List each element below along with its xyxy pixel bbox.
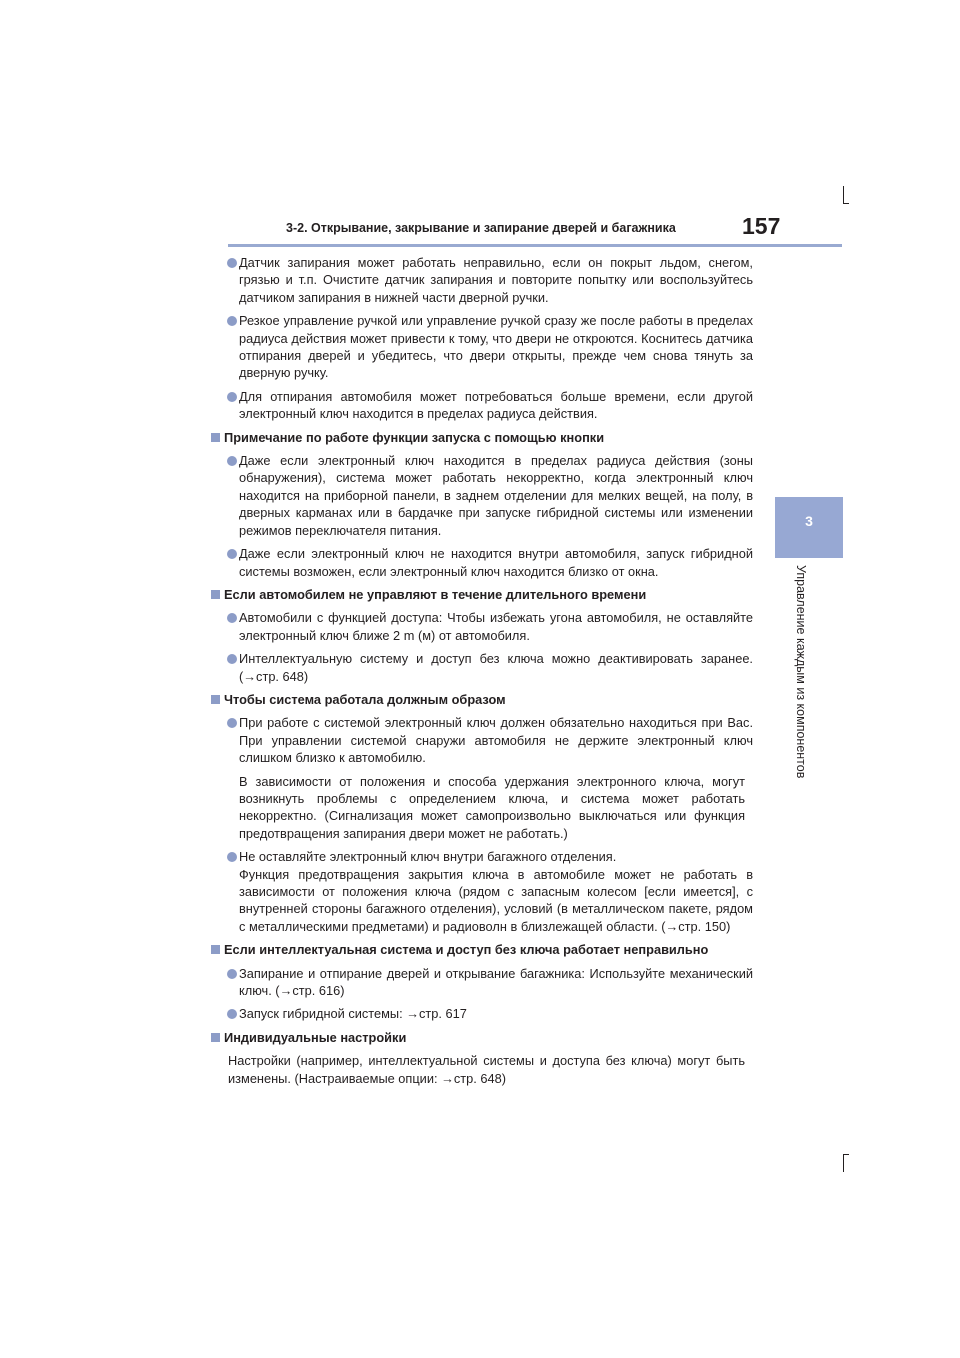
list-item-text: Даже если электронный ключ находится в пределах радиуса действия (зоны обнаружения), система может работать некорректно, когда электронный ключ находится на приборной панели, в заднем отделении для мелких вещей, на полу, в дверных карманах или в бардачке при запуске гибридной системы или изменении режимов переключателя питания. — [239, 453, 753, 538]
list-item — [210, 609, 753, 644]
list-item — [210, 848, 753, 935]
page-number: 157 — [742, 213, 781, 239]
crop-mark-top — [843, 186, 844, 204]
bullet-icon — [227, 392, 237, 402]
list-item — [210, 650, 753, 685]
list-item-text-continued: Функция предотвращения закрытия ключа в автомобиле может не работать в зависимости от положения ключа (рядом с запасным колесом [если имеется], с внутренней стороны багажного отделения), условий (в металлическом пакете, рядом с металлическими предметами) и радиоволн в близлежащей области. (→стр. 150) — [239, 866, 753, 934]
chapter-number: 3 — [805, 513, 813, 529]
crop-mark-bottom — [843, 1154, 844, 1172]
list-item — [210, 312, 753, 382]
list-item — [210, 452, 753, 539]
list-item — [210, 254, 753, 306]
list-item — [210, 388, 753, 423]
square-bullet-icon — [211, 695, 220, 704]
list-item-text: Даже если электронный ключ не находится внутри автомобиля, запуск гибридной системы возможен, если электронный ключ находится близко от окна. — [239, 546, 753, 579]
section-heading-text: Если автомобилем не управляют в течение длительного времени — [224, 586, 647, 602]
list-item-text: Резкое управление ручкой или управление ручкой сразу же после работы в пределах радиуса действия может привести к тому, что двери не откроются. Коснитесь датчика отпирания дверей и убедитесь, что двери открыты, прежде чем снова тянуть за дверную ручку. — [239, 313, 753, 381]
section-heading — [210, 429, 753, 446]
bullet-icon — [227, 1009, 237, 1019]
bullet-icon — [227, 613, 237, 623]
section-heading — [210, 586, 753, 603]
section-heading-text: Индивидуальные настройки — [224, 1029, 407, 1045]
main-content — [210, 254, 753, 1093]
list-item-text: Запирание и отпирание дверей и открывание багажника: Используйте механический ключ. (→стр. 616) — [239, 965, 753, 999]
header-rule — [228, 244, 842, 247]
bullet-icon — [227, 258, 237, 268]
crop-mark-bottom-tick — [843, 1154, 849, 1155]
list-item-note: В зависимости от положения и способа удержания электронного ключа, могут возникнуть проблемы с определением ключа, и система может работать некорректно. (Сигнализация может самопроизвольно выключаться или функция предотвращения запирания двери может не работать.) — [239, 773, 745, 841]
list-item — [210, 1005, 753, 1022]
chapter-label: Управление каждым из компонентов — [794, 565, 808, 779]
list-item — [210, 965, 753, 1000]
bullet-icon — [227, 852, 237, 862]
list-item-text: При работе с системой электронный ключ должен обязательно находиться при Вас. При управлении системой снаружи автомобиля не держите электронный ключ слишком близко к автомобилю. — [239, 715, 753, 766]
bullet-icon — [227, 718, 237, 728]
bullet-icon — [227, 316, 237, 326]
crop-mark-top-tick — [843, 203, 849, 204]
list-item — [210, 714, 753, 766]
list-item-text: Запуск гибридной системы: →стр. 617 — [239, 1006, 467, 1022]
square-bullet-icon — [211, 1033, 220, 1042]
square-bullet-icon — [211, 433, 220, 442]
chapter-tab — [775, 497, 843, 558]
list-item-text: Интеллектуальную систему и доступ без ключа можно деактивировать заранее. (→стр. 648) — [239, 651, 753, 684]
section-heading — [210, 691, 753, 708]
section-heading — [210, 1029, 753, 1046]
section-heading-text: Если интеллектуальная система и доступ без ключа работает неправильно — [224, 942, 709, 958]
paragraph: Настройки (например, интеллектуальной системы и доступа без ключа) могут быть изменены. (Настраиваемые опции: →стр. 648) — [228, 1053, 745, 1086]
bullet-icon — [227, 549, 237, 559]
list-item-text: Для отпирания автомобиля может потребоваться больше времени, если другой электронный ключ находится в пределах радиуса действия. — [239, 388, 753, 422]
section-header: 3-2. Открывание, закрывание и запирание дверей и багажника — [286, 221, 676, 235]
list-item — [210, 545, 753, 580]
section-heading-text: Примечание по работе функции запуска с помощью кнопки — [224, 429, 605, 445]
bullet-icon — [227, 456, 237, 466]
list-item-text: Автомобили с функцией доступа: Чтобы избежать угона автомобиля, не оставляйте электронный ключ ближе 2 m (м) от автомобиля. — [239, 610, 753, 643]
section-heading-text: Чтобы система работала должным образом — [224, 691, 506, 707]
list-item-text: Не оставляйте электронный ключ внутри багажного отделения. — [239, 849, 617, 865]
bullet-icon — [227, 969, 237, 979]
section-heading — [210, 941, 753, 958]
square-bullet-icon — [211, 945, 220, 954]
list-item-text: Датчик запирания может работать неправильно, если он покрыт льдом, снегом, грязью и т.п. Очистите датчик запирания и повторите попытку или воспользуйтесь датчиком запирания в нижней части дверной ручки. — [239, 255, 753, 305]
bullet-icon — [227, 654, 237, 664]
square-bullet-icon — [211, 590, 220, 599]
